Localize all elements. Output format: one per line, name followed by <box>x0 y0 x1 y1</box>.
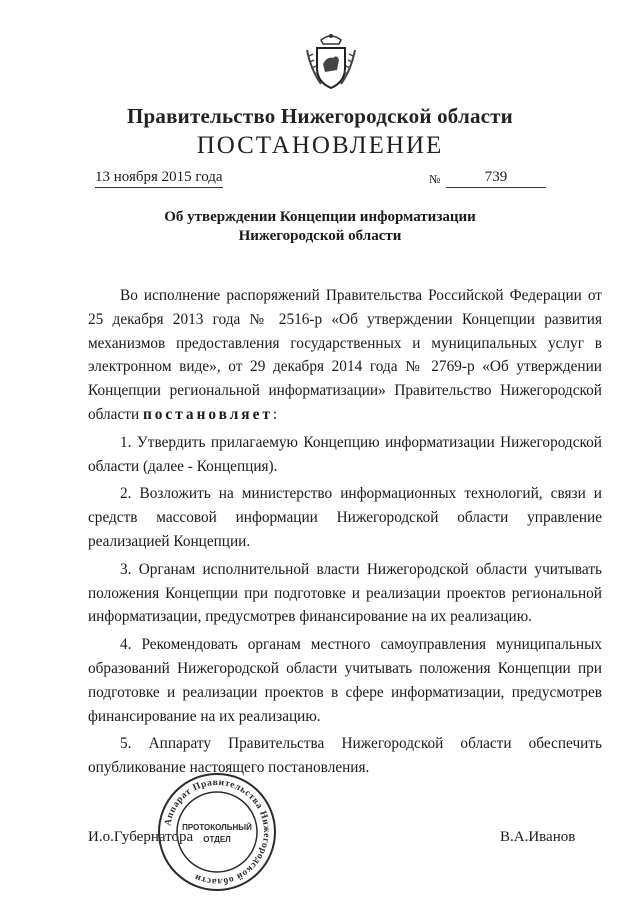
document-subject <box>0 208 640 246</box>
list-item: 4. Рекомендовать органам местного самоуправления муниципальных образований Нижегородской области учитывать положения Концепции при подготовке и реализации проектов в сфере информатизации, предусмотрев финансирование на их реализацию. <box>88 636 602 725</box>
stamp-center-line-1: ПРОТОКОЛЬНЫЙ <box>182 823 252 832</box>
list-item: 2. Возложить на министерство информационных технологий, связи и средств массовой информации Нижегородской области управление реализацией Концепции. <box>88 485 602 550</box>
official-stamp <box>152 770 282 895</box>
subject-line-2: Нижегородской области <box>238 228 402 244</box>
signer-name: В.А.Иванов <box>500 829 576 845</box>
subject-line-1: Об утверждении Концепции информатизации <box>164 209 476 225</box>
document-body <box>88 284 602 780</box>
decree-word: постановляет <box>142 405 273 423</box>
list-item: 3. Органам исполнительной власти Нижегородской области учитывать положения Концепции при подготовке и реализации проектов региональной информатизации, предусмотрев финансирование на их реализацию. <box>88 560 602 626</box>
preamble-paragraph: Во исполнение распоряжений Правительства Российской Федерации от 25 декабря 2013 года № 2516-р «Об утверждении Концепции развития механизмов предоставления государственных и муниципальных услуг в электронном виде», от 29 декабря 2014 года № 2769-р «Об утверждении Концепции региональной информатизации» Правительство Нижегородской области постановляет: <box>88 287 602 423</box>
coat-of-arms-icon <box>303 30 359 92</box>
signer-title: И.о.Губернатора <box>88 829 194 845</box>
preamble-text: Во исполнение распоряжений Правительства Российской Федерации от 25 декабря 2013 года № 2516-р «Об утверждении Концепции развития механизмов предоставления государственных и муниципальных услуг в электронном виде», от 29 декабря 2014 года № 2769-р «Об утверждении Концепции региональной информатизации» Правительство Нижегородской области <box>88 287 602 423</box>
government-title: Правительство Нижегородской области <box>127 104 513 128</box>
document-type: ПОСТАНОВЛЕНИЕ <box>196 132 444 159</box>
list-item: 1. Утвердить прилагаемую Концепцию информатизации Нижегородской области (далее - Концепция). <box>88 433 602 475</box>
number-sign: № <box>429 172 441 186</box>
stamp-center-line-2: ОТДЕЛ <box>203 835 231 844</box>
document-number: 739 <box>446 169 546 188</box>
list-item: 5. Аппарату Правительства Нижегородской области обеспечить опубликование настоящего постановления. <box>88 735 602 777</box>
document-date: 13 ноября 2015 года <box>95 169 223 188</box>
svg-text:Аппарат Правительства Нижегоро <box>163 778 271 887</box>
stamp-ring-text: Аппарат Правительства Нижегородской области <box>163 777 272 887</box>
